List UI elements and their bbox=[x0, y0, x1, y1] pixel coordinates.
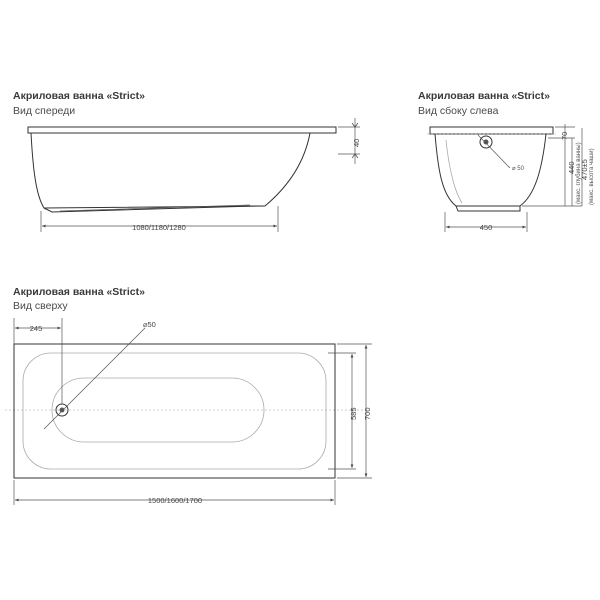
top-view-subtitle: Вид сверху bbox=[13, 300, 68, 312]
side-drain-leader bbox=[478, 135, 510, 168]
top-length-dim-label: 1500/1600/1700 bbox=[147, 496, 203, 505]
top-view-title: Акриловая ванна «Strict» bbox=[13, 286, 145, 298]
top-inner-width-dim-label: 585 bbox=[349, 407, 358, 420]
front-view-subtitle: Вид спереди bbox=[13, 105, 76, 117]
side-view-subtitle: Вид сбоку слева bbox=[418, 105, 499, 117]
top-drain-leader bbox=[44, 328, 145, 429]
side-view-title: Акриловая ванна «Strict» bbox=[418, 90, 550, 102]
side-height-note: (макс. высота чаши) bbox=[589, 148, 595, 205]
side-view-inner-contour bbox=[446, 140, 462, 203]
top-view-basin bbox=[23, 353, 326, 469]
front-view-rim bbox=[28, 127, 336, 133]
front-view-title: Акриловая ванна «Strict» bbox=[13, 90, 145, 102]
side-width-dim-label: 450 bbox=[479, 223, 493, 232]
top-drain-dim-label: ⌀50 bbox=[143, 320, 156, 329]
side-view-tub-body bbox=[435, 134, 546, 206]
side-depth-dim-label: 440 bbox=[567, 161, 576, 174]
front-length-dim-label: 1080/1180/1280 bbox=[132, 223, 186, 232]
front-view-tub-body bbox=[31, 133, 310, 208]
front-rim-dim-label: 40 bbox=[352, 138, 361, 147]
top-view bbox=[5, 286, 372, 505]
side-view-rim bbox=[430, 127, 553, 134]
top-offset-dim-label: 245 bbox=[29, 324, 43, 333]
side-view-tub-base bbox=[456, 206, 520, 211]
side-view bbox=[418, 90, 595, 232]
side-depth-note: (макс. глубина ванны) bbox=[576, 142, 582, 204]
side-rim-dim-label: 70 bbox=[560, 131, 569, 140]
side-height-dim-label: 470±5 bbox=[580, 159, 589, 180]
top-view-drain-center bbox=[60, 408, 65, 413]
side-drain-dim-label: ⌀ 50 bbox=[512, 166, 524, 172]
top-outer-width-dim-label: 700 bbox=[363, 407, 372, 420]
front-view bbox=[13, 90, 361, 232]
